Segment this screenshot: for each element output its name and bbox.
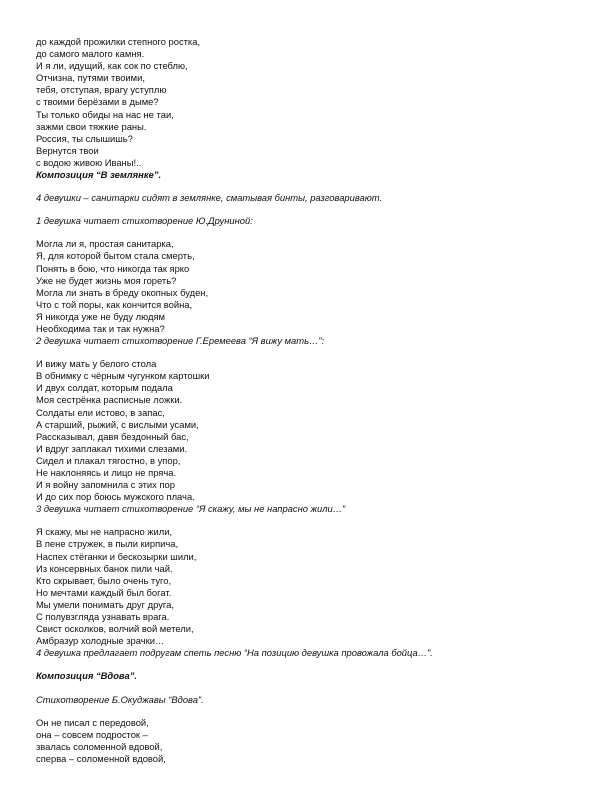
poem-line: Могла ли знать в бреду окопных буден, xyxy=(36,286,209,298)
poem-line: Но мечтами каждый был богат. xyxy=(36,586,172,598)
poem-line: сперва – соломенной вдовой, xyxy=(36,752,166,764)
poem-drunina xyxy=(36,238,576,335)
poem-line: Мы умели понимать друг друга, xyxy=(36,598,174,610)
poem-line: Солдаты ели истово, в запас, xyxy=(36,406,165,418)
page-content xyxy=(36,36,576,765)
poem-line: до самого малого камня. xyxy=(36,48,145,60)
poem-line: Не наклоняясь и лицо не пряча. xyxy=(36,467,177,478)
poem-line: Рассказывал, давя бездонный бас, xyxy=(36,430,189,442)
poem-line: С полувзгляда узнавать врага. xyxy=(36,611,170,623)
poem-line: Сидел и плакал тягостно, в упор, xyxy=(36,454,181,466)
poem-line: И я ли, идущий, как сок по стеблю, xyxy=(36,60,188,72)
poem-eremeev xyxy=(36,358,576,503)
poem-line: В пене стружек, в пыли кирпича, xyxy=(36,538,179,550)
poem-line: Уже не будет жизнь моя гореть? xyxy=(36,274,177,286)
section-heading-vdova: Композиция “Вдова”. xyxy=(36,670,137,682)
poem-line: Необходима так и так нужна? xyxy=(36,322,165,334)
poem-line: Из консервных банок пили чай. xyxy=(36,562,173,574)
poem-line: И вдруг заплакал тихими слезами. xyxy=(36,442,188,454)
stage-direction: 4 девушки – санитарки сидят в землянке, сматывая бинты, разговаривают. xyxy=(36,192,383,204)
poem-line: Амбразур холодные зрачки… xyxy=(36,635,165,647)
poem-line: Я никогда уже не буду людям xyxy=(36,310,165,322)
poem-line: Вернутся твои xyxy=(36,144,99,156)
poem-line: А старший, рыжий, с вислыми усами, xyxy=(36,418,199,430)
poem-line: с твоими берёзами в дыме? xyxy=(36,96,159,108)
reader-note-3: 3 девушка читает стихотворение “Я скажу, мы не напрасно жили…” xyxy=(36,503,346,515)
poem-title-vdova: Стихотворение Б.Окуджавы “Вдова”. xyxy=(36,693,204,705)
poem-line: И двух солдат, которым подала xyxy=(36,382,173,394)
poem-line: И вижу мать у белого стола xyxy=(36,358,157,370)
section-heading-zemlyanka: Композиция “В землянке”. xyxy=(36,169,162,181)
poem-line: Кто скрывает, было очень туго, xyxy=(36,574,172,586)
poem-vdova xyxy=(36,717,576,765)
poem-line: Могла ли я, простая санитарка, xyxy=(36,238,174,250)
poem-intro xyxy=(36,36,576,169)
poem-line: Что с той поры, как кончится война, xyxy=(36,298,193,310)
poem-line: с водою живою Иваны!.. xyxy=(36,156,142,168)
poem-ne-naprasno xyxy=(36,526,576,647)
reader-note-4: 4 девушка предлагает подругам спеть песню “На позицию девушка провожала бойца…”. xyxy=(36,647,433,659)
poem-line: Россия, ты слышишь? xyxy=(36,132,133,144)
reader-note-1: 1 девушка читает стихотворение Ю.Друниной: xyxy=(36,215,253,227)
poem-line: И до сих пор боюсь мужского плача. xyxy=(36,491,195,503)
poem-line: Свист осколков, волчий вой метели, xyxy=(36,623,194,635)
poem-line: Я, для которой бытом стала смерть, xyxy=(36,250,195,262)
poem-line: Ты только обиды на нас не таи, xyxy=(36,108,174,120)
poem-line: звалась соломенной вдовой, xyxy=(36,740,163,752)
poem-line: Моя сестрёнка расписные ложки. xyxy=(36,394,183,406)
poem-line: Отчизна, путями твоими, xyxy=(36,72,145,84)
poem-line: Наспех стёганки и бескозырки шили, xyxy=(36,550,197,562)
poem-line: В обнимку с чёрным чугунком картошки xyxy=(36,370,210,382)
poem-line: до каждой прожилки степного ростка, xyxy=(36,36,201,47)
poem-line: она – совсем подросток – xyxy=(36,728,148,740)
poem-line: Он не писал с передовой, xyxy=(36,716,149,728)
poem-line: Я скажу, мы не напрасно жили, xyxy=(36,526,173,538)
reader-note-2: 2 девушка читает стихотворение Г.Еремеева “Я вижу мать…”: xyxy=(36,335,325,347)
poem-line: И я войну запомнила с этих пор xyxy=(36,479,175,491)
poem-line: тебя, отступая, врагу уступлю xyxy=(36,84,167,96)
poem-line: зажми свои тяжкие раны. xyxy=(36,120,147,132)
poem-line: Понять в бою, что никогда так ярко xyxy=(36,262,190,274)
